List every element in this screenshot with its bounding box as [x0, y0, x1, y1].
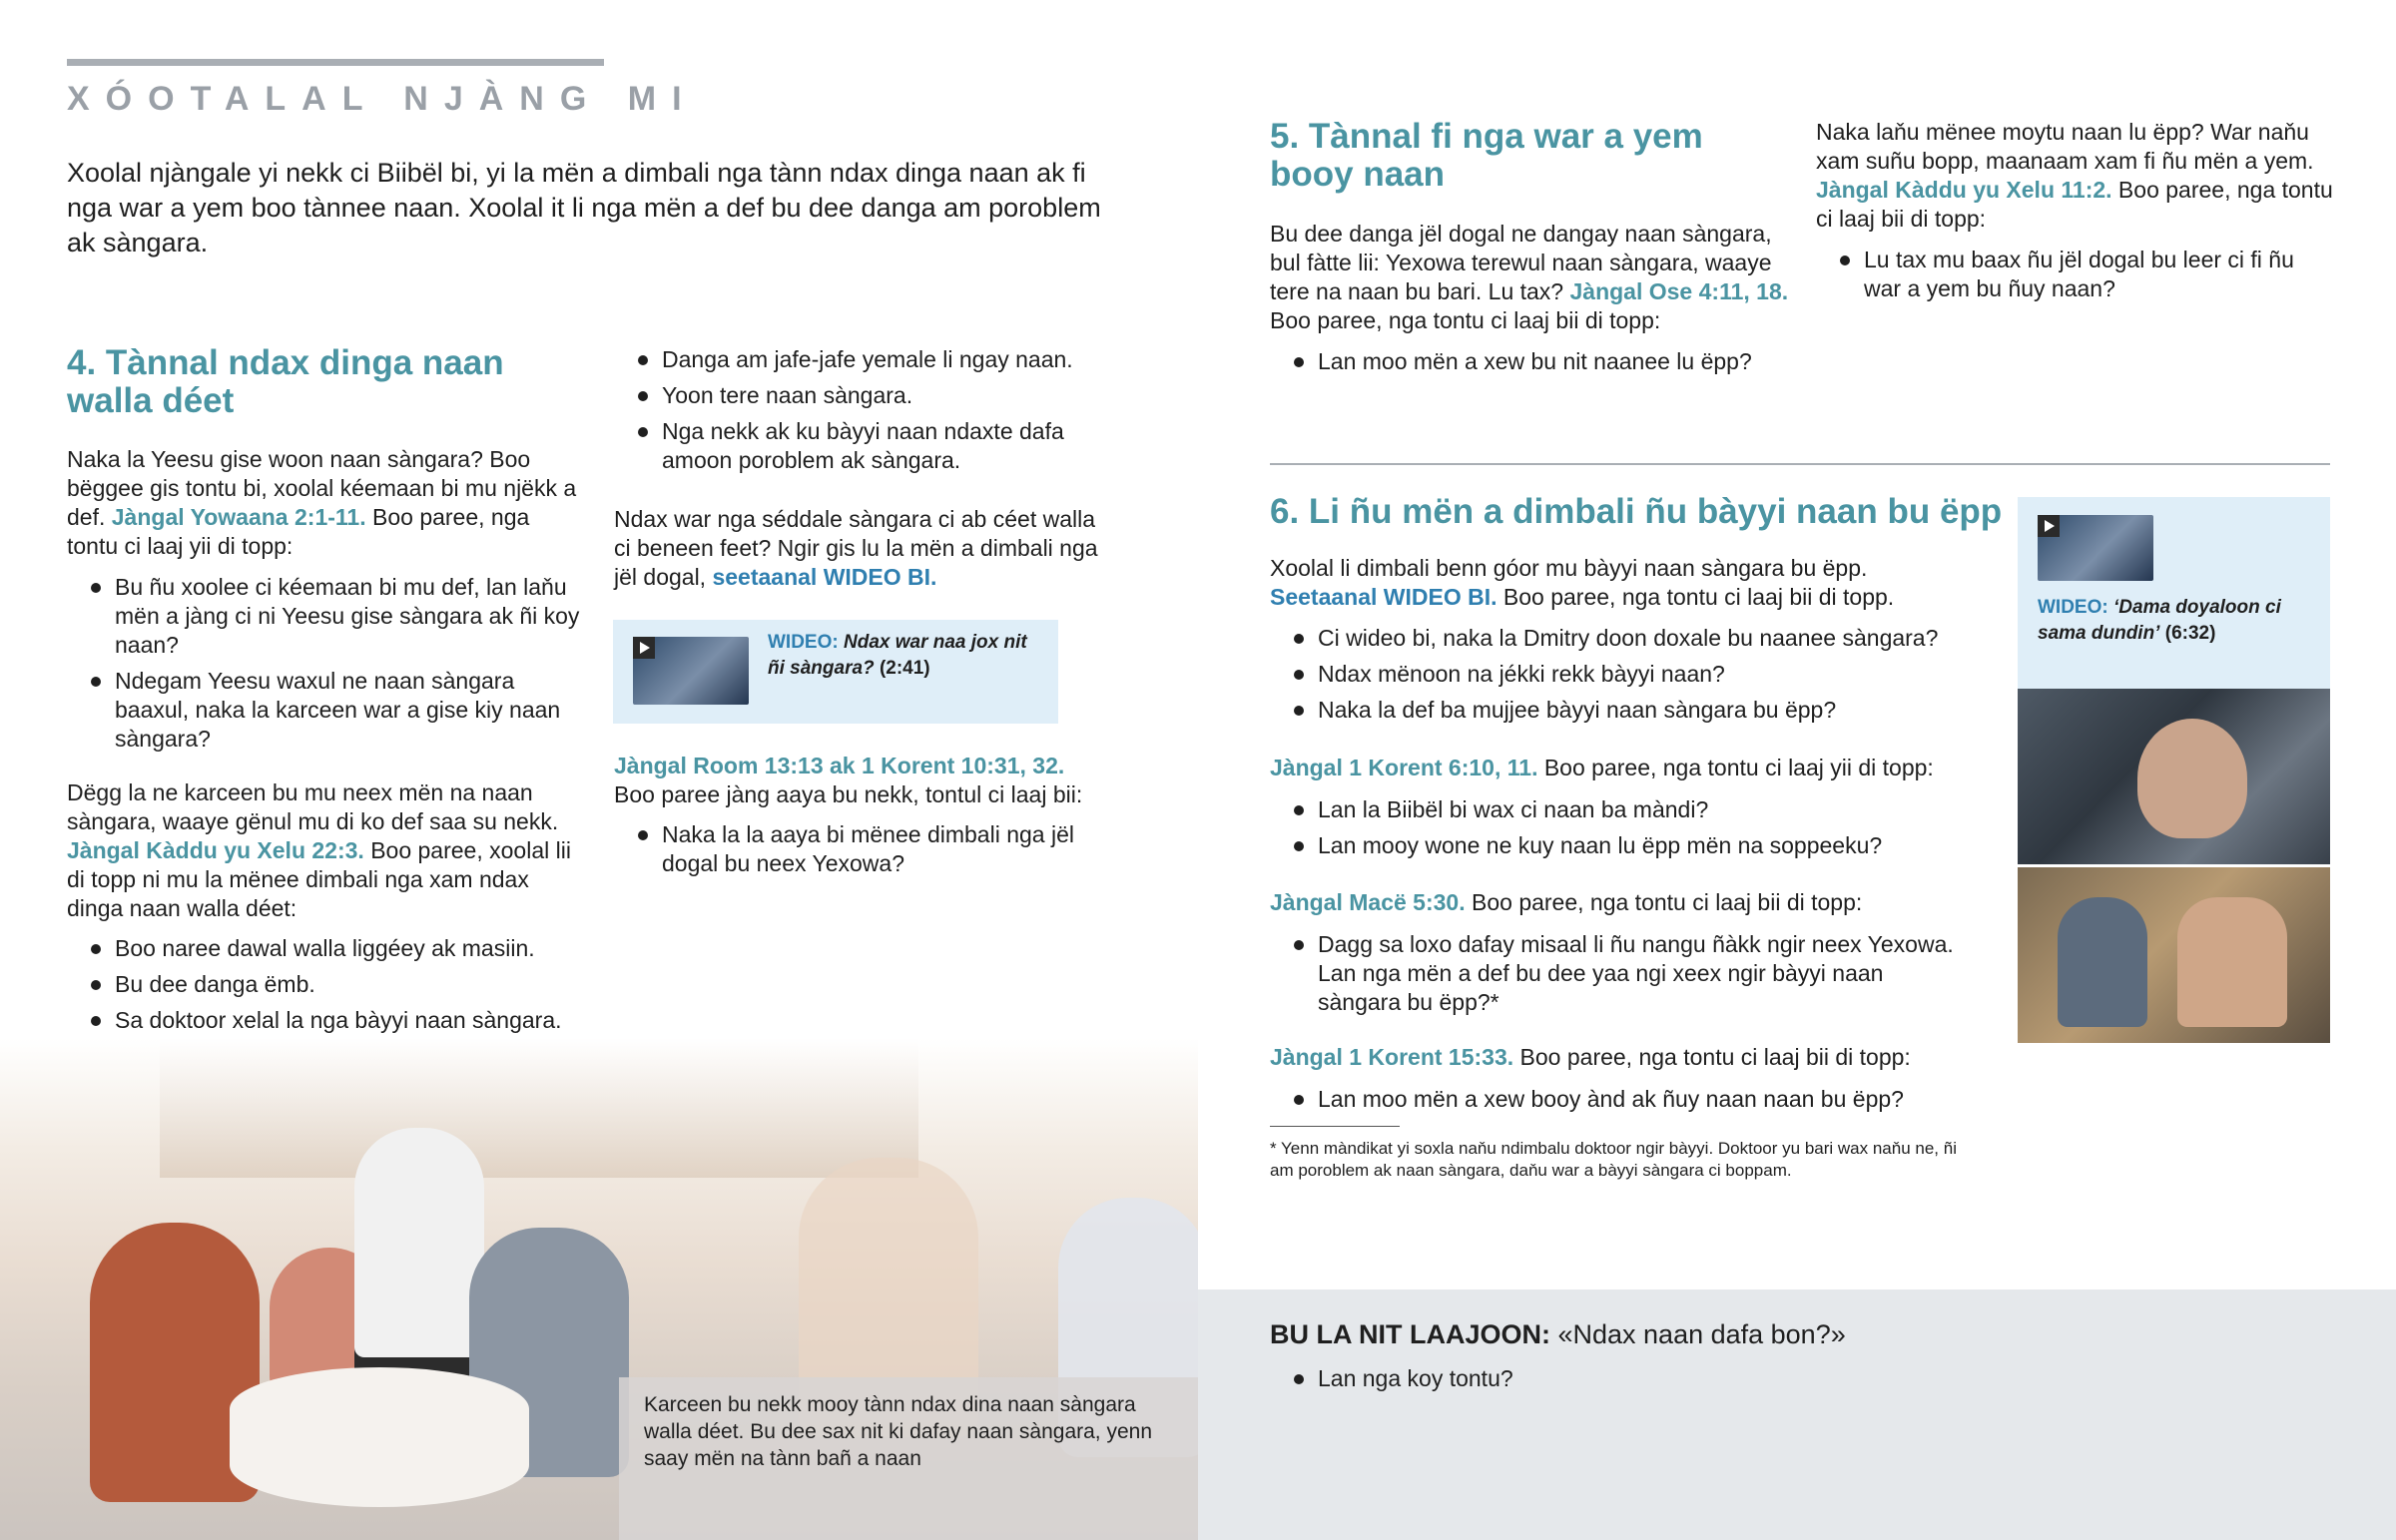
section-6-paragraph-2 — [1270, 754, 2009, 782]
scripture-link-corinthians-15[interactable]: Jàngal 1 Korent 15:33. — [1270, 1044, 1514, 1070]
section-4-title: 4. Tànnal ndax dinga naan walla déet — [67, 343, 504, 420]
video-label: WIDEO: — [768, 632, 839, 653]
paragraph-text: Ndax war nga séddale sàngara ci ab céet walla ci beneen feet? Ngir gis lu la mën a dimbali nga jël dogal, — [614, 506, 1098, 590]
section-6-questions-3 — [1270, 930, 1969, 1024]
section-6-questions-1 — [1270, 624, 2009, 732]
scripture-link-matthew[interactable]: Jàngal Macë 5:30. — [1270, 889, 1466, 915]
section-5-paragraph-1 — [1270, 220, 1789, 335]
section-6-questions-2 — [1270, 795, 2009, 867]
list-item: Dagg sa loxo dafay misaal li ñu nangu ñàkk ngir neex Yexowa. Lan nga mën a def bu dee yaa ngi xeex ngir bàyyi naan sàngara bu ëpp?* — [1270, 930, 1969, 1017]
paragraph-text: Boo paree, nga tontu ci laaj bii di topp: — [1816, 177, 2333, 232]
pergola-shape — [160, 1038, 918, 1178]
section-4-questions-2 — [614, 820, 1113, 885]
video-duration: (2:41) — [879, 658, 930, 679]
paragraph-text: Bu dee danga jël dogal ne dangay naan sàngara, bul fàtte lii: Yexowa terewul naan sàngara, waaye tere na naan bu bari. Lu tax? — [1270, 221, 1772, 304]
list-item: Lu tax mu baax ñu jël dogal bu leer ci fi ñu war a yem bu ñuy naan? — [1816, 246, 2295, 303]
section-4-paragraph-2 — [67, 778, 586, 923]
watch-video-link[interactable]: Seetaanal WIDEO BI. — [1270, 584, 1498, 610]
play-icon[interactable] — [2038, 515, 2060, 537]
section-5-questions-1 — [1270, 347, 1789, 383]
video-title: ‘Dama doyaloon ci sama dundin’ — [2038, 597, 2281, 644]
video-caption — [768, 630, 1047, 682]
section-5-questions-2 — [1816, 246, 2295, 310]
list-item: Lan la Biibël bi wax ci naan ba màndi? — [1270, 795, 2009, 824]
section-6-paragraph-1 — [1270, 554, 2009, 612]
list-item: Sa doktoor xelal la nga bàyyi naan sàngara. — [67, 1006, 606, 1035]
video-duration: (6:32) — [2164, 623, 2216, 644]
section-4-questions-1 — [67, 573, 586, 761]
list-item: Lan moo mën a xew bu nit naanee lu ëpp? — [1270, 347, 1789, 376]
scripture-link-hosea[interactable]: Jàngal Ose 4:11, 18. — [1569, 278, 1789, 304]
play-icon[interactable] — [633, 637, 655, 659]
question-label: BU LA NIT LAAJOON: — [1270, 1319, 1550, 1349]
paragraph-text: Boo paree jàng aaya bu nekk, tontul ci laaj bii: — [614, 781, 1083, 807]
paragraph-text: Xoolal li dimbali benn góor mu bàyyi naan sàngara bu ëpp. — [1270, 555, 1868, 581]
paragraph-text: Boo paree, nga tontu ci laaj bii di topp: — [1270, 307, 1661, 333]
list-item: Lan moo mën a xew booy ànd ak ñuy naan naan bu ëpp? — [1270, 1085, 2009, 1114]
list-item: Naka la la aaya bi mënee dimbali nga jël dogal bu neex Yexowa? — [614, 820, 1113, 878]
section-4-conditions-list — [67, 934, 606, 1042]
video-card-2[interactable] — [2018, 497, 2330, 689]
scripture-link-john[interactable]: Jàngal Yowaana 2:1-11. — [111, 504, 366, 530]
section-6-title: 6. Li ñu mën a dimbali ñu bàyyi naan bu ëpp — [1270, 492, 2003, 531]
section-4-paragraph-3 — [614, 505, 1113, 592]
scripture-link-proverbs[interactable]: Jàngal Kàddu yu Xelu 22:3. — [67, 837, 364, 863]
list-item: Nga nekk ak ku bàyyi naan ndaxte dafa amoon poroblem ak sàngara. — [614, 417, 1113, 475]
question-answers — [1270, 1364, 1969, 1400]
section-divider — [1270, 463, 2330, 465]
scripture-link-romans[interactable]: Jàngal Room 13:13 ak 1 Korent 10:31, 32. — [614, 753, 1065, 778]
paragraph-text: Boo paree, xoolal lii di topp ni mu la mënee dimbali nga xam ndax dinga naan walla déet: — [67, 837, 571, 921]
video-still-man-alone — [2018, 689, 2330, 864]
figure-shape — [2137, 719, 2247, 838]
question-text: «Ndax naan dafa bon?» — [1549, 1319, 1846, 1349]
section-6-paragraph-3 — [1270, 888, 2009, 917]
video-label: WIDEO: — [2038, 597, 2108, 618]
list-item: Bu ñu xoolee ci kéemaan bi mu def, lan laňu mën a jàng ci ni Yeesu gise sàngara ak ñi koy naan? — [67, 573, 586, 660]
paragraph-text: Boo paree, nga tontu ci laaj bii di topp: — [1465, 889, 1863, 915]
paragraph-text: Boo paree, nga tontu ci laaj yii di topp: — [1537, 755, 1934, 780]
paragraph-text: Naka laňu mënee moytu naan lu ëpp? War naňu xam suñu bopp, maanaam xam fi ñu mën a yem. — [1816, 119, 2314, 174]
video-still-family-study — [2018, 867, 2330, 1043]
video-card-1[interactable] — [613, 620, 1058, 724]
scripture-link-proverbs-11[interactable]: Jàngal Kàddu yu Xelu 11:2. — [1816, 177, 2112, 203]
paragraph-text: Naka la Yeesu gise woon naan sàngara? Boo bëggee gis tontu bi, xoolal kéemaan bi mu njëkk a def. — [67, 446, 577, 530]
paragraph-text: Boo paree, nga tontu ci laaj bii di topp. — [1497, 584, 1895, 610]
section-6-paragraph-4 — [1270, 1043, 2009, 1072]
section-4-conditions-list-continued — [614, 345, 1113, 482]
figure-shape — [2177, 897, 2287, 1027]
scripture-link-corinthians-6[interactable]: Jàngal 1 Korent 6:10, 11. — [1270, 755, 1538, 780]
section-6-questions-4 — [1270, 1085, 2009, 1121]
header-rule — [67, 59, 604, 66]
list-item: Yoon tere naan sàngara. — [614, 381, 1113, 410]
paragraph-text: Dëgg la ne karceen bu mu neex mën na naan sàngara, waaye gënul mu di ko def saa su nekk. — [67, 779, 559, 834]
list-item: Danga am jafe-jafe yemale li ngay naan. — [614, 345, 1113, 374]
video-title: Ndax war naa jox nit ñi sàngara? — [768, 632, 1027, 679]
watch-video-link[interactable]: seetaanal WIDEO BI. — [712, 564, 937, 590]
table-shape — [230, 1367, 529, 1507]
intro-text: Xoolal njàngale yi nekk ci Biibël bi, yi la mën a dimbali nga tànn ndax dinga naan ak fi nga war a yem boo tànnee naan. Xoolal it li nga mën a def bu dee danga am poroblem ak sàngara. — [67, 158, 1101, 257]
paragraph-text: Boo paree, nga tontu ci laaj yii di topp: — [67, 504, 530, 559]
footnote: * Yenn màndikat yi soxla naňu ndimbalu doktoor ngir bàyyi. Doktoor yu bari wax naňu ne, ñi am poroblem ak naan sàngara, daňu war a bàyyi sàngara ci boppam. — [1270, 1139, 1957, 1180]
list-item: Ndax mënoon na jékki rekk bàyyi naan? — [1270, 660, 2009, 689]
list-item: Lan nga koy tontu? — [1270, 1364, 1969, 1393]
list-item: Ndegam Yeesu waxul ne naan sàngara baaxul, naka la karceen war a gise kiy naan sàngara? — [67, 667, 586, 754]
list-item: Lan mooy wone ne kuy naan lu ëpp mën na soppeeku? — [1270, 831, 2009, 860]
figure-shape — [2058, 897, 2147, 1027]
section-5-title: 5. Tànnal fi nga war a yem booy naan — [1270, 117, 1703, 194]
list-item: Boo naree dawal walla liggéey ak masiin. — [67, 934, 606, 963]
section-4-paragraph-4 — [614, 752, 1113, 809]
question-title — [1270, 1317, 1846, 1351]
section-5-paragraph-2 — [1816, 118, 2335, 234]
list-item: Bu dee danga ëmb. — [67, 970, 606, 999]
section-4-paragraph-1 — [67, 445, 586, 561]
illustration-caption: Karceen bu nekk mooy tànn ndax dina naan sàngara walla déet. Bu dee sax nit ki dafay naan sàngara, yenn saay mën na tànn bañ a naan — [644, 1393, 1153, 1470]
list-item: Naka la def ba mujjee bàyyi naan sàngara bu ëpp? — [1270, 696, 2009, 725]
paragraph-text: Boo paree, nga tontu ci laaj bii di topp: — [1513, 1044, 1911, 1070]
footnote-rule — [1270, 1126, 1400, 1127]
waiter-figure — [354, 1128, 484, 1397]
list-item: Ci wideo bi, naka la Dmitry doon doxale bu naanee sàngara? — [1270, 624, 2009, 653]
video-caption — [2038, 595, 2317, 647]
section-kicker: XÓOTALAL NJÀNG MI — [67, 80, 698, 118]
